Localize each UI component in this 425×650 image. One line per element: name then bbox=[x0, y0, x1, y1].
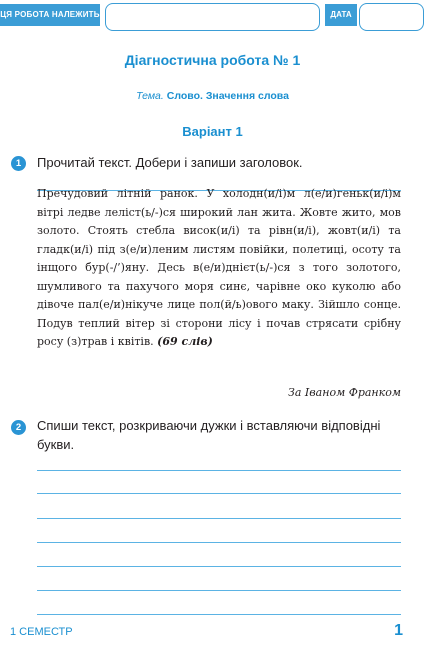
answer-line[interactable] bbox=[37, 590, 401, 591]
page-title: Діагностична робота № 1 bbox=[124, 52, 301, 68]
task1-instruction: Прочитай текст. Добери і запиши заголовок. bbox=[37, 155, 303, 170]
answer-line[interactable] bbox=[37, 493, 401, 494]
passage-text: Пречудовий літній ранок. У холодн(и/і)м л(е/и)геньк(и/і)м вітрі ледве леліст(ь/-)ся широкий лан жита. Жовте жито, мов золото. Стоять стебла висок(и/і) та рівн(и/і), жовт(и/і) та гладк(и/і) під з(е/и)леним листям повійки, полетиці, осоту та інщого бур(-/’)яну. Десь в(е/и)днієт(ь/-)ся з того золотого, шумливого та пахучого моря синє, чарівне око куколю або дівоче пал(е/и)нікуче лице пол(й/ь)ового маку. Зійшло сонце. Подув теплий вітер зі сторони лісу і почав стрясати срібну росу (з)трав і квітів. bbox=[37, 187, 401, 348]
date-field[interactable] bbox=[359, 3, 424, 31]
task-number-badge: 1 bbox=[11, 156, 26, 171]
author: За Іваном Франком bbox=[288, 386, 401, 399]
answer-line[interactable] bbox=[37, 518, 401, 519]
header bbox=[0, 0, 425, 34]
topic: Слово. Значення слова bbox=[166, 90, 289, 102]
answer-line[interactable] bbox=[37, 614, 401, 615]
page-number: 1 bbox=[394, 622, 403, 639]
task2-instruction: Спиши текст, розкриваючи дужки і вставляючи відповідні букви. bbox=[37, 418, 381, 452]
passage bbox=[37, 185, 401, 352]
tema-label: Тема. bbox=[136, 90, 164, 102]
answer-line[interactable] bbox=[37, 566, 401, 567]
variant-heading: Варіант 1 bbox=[182, 124, 243, 139]
semester-label: 1 СЕМЕСТР bbox=[10, 626, 73, 638]
date-label: ДАТА bbox=[325, 4, 357, 26]
answer-line[interactable] bbox=[37, 542, 401, 543]
subtitle bbox=[0, 90, 425, 102]
owner-name-field[interactable] bbox=[105, 3, 320, 31]
answer-line[interactable] bbox=[37, 470, 401, 471]
word-count: (69 слів) bbox=[157, 335, 213, 348]
owner-label: ЦЯ РОБОТА НАЛЕЖИТЬ bbox=[0, 4, 100, 26]
task-number-badge: 2 bbox=[11, 420, 26, 435]
